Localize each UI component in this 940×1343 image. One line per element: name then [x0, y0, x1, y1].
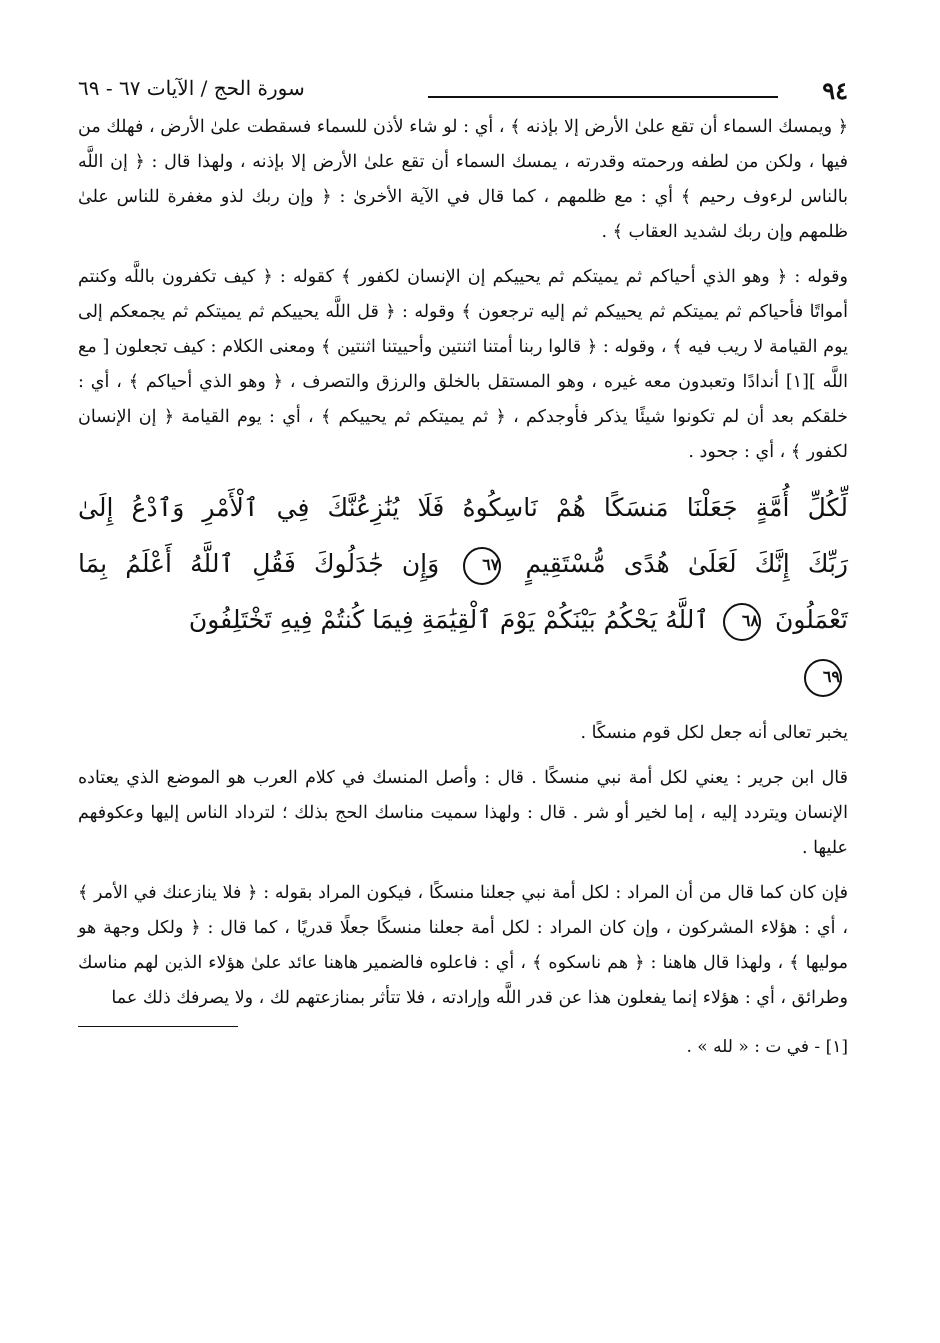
verse-line-4 — [78, 648, 848, 704]
running-title: سورة الحج / الآيات ٦٧ - ٦٩ — [78, 76, 305, 100]
verse-line-3 — [78, 592, 848, 648]
footnote-rule — [78, 1026, 238, 1027]
ayah-number-69: ٦٩ — [804, 659, 842, 697]
paragraph-4: قال ابن جرير : يعني لكل أمة نبي منسكًا . قال : وأصل المنسك في كلام العرب هو الموضع الذي يعتاده الإنسان ويتردد إليه ، إما لخير أو شر . قال : ولهذا سميت مناسك الحج بذلك ؛ لترداد الناس إليها وعكوفهم عليها . — [78, 768, 848, 858]
ayah-number-68: ٦٨ — [723, 603, 761, 641]
verse-line-2 — [78, 536, 848, 592]
paragraph-2: وقوله : ﴿ وهو الذي أحياكم ثم يميتكم ثم يحييكم إن الإنسان لكفور ﴾ كقوله : ﴿ كيف تكفرون باللَّه وكنتم أمواتًا فأحياكم ثم يميتكم ثم يحييكم ثم إليه ترجعون ﴾ وقوله : ﴿ قل اللَّه يحييكم ثم يميتكم ثم يجمعكم إلى يوم القيامة لا ريب فيه ﴾ ، وقوله : ﴿ قالوا ربنا أمتنا اثنتين وأحييتنا اثنتين ﴾ ومعنى الكلام : كيف تجعلون [ مع اللَّه ][١] أندادًا وتعبدون معه غيره ، وهو المستقل بالخلق والرزق والتصرف ، ﴿ وهو الذي أحياكم ﴾ ، أي : خلقكم بعد أن لم تكونوا شيئًا يذكر فأوجدكم ، ﴿ ثم يميتكم ثم يحييكم ﴾ ، أي : يوم القيامة ﴿ إن الإنسان لكفور ﴾ ، أي : جحود . — [78, 267, 848, 462]
footnote: [١] - في ت : « لله » . — [686, 1037, 848, 1057]
header-rule — [428, 96, 778, 98]
page-number: ٩٤ — [822, 76, 848, 105]
verse-text: رَبِّكَ إِنَّكَ لَعَلَىٰ هُدًى مُّسْتَقِيمٍ — [525, 549, 849, 578]
verse-text: لِّكُلِّ أُمَّةٍ جَعَلْنَا مَنسَكًا هُمْ نَاسِكُوهُ فَلَا يُنَٰزِعُنَّكَ فِي ٱلْأَمْرِ وَٱدْعُ إِلَىٰ — [78, 493, 848, 522]
verse-line-1 — [78, 480, 848, 536]
page-header — [78, 70, 848, 110]
paragraph-5: فإن كان كما قال من أن المراد : لكل أمة نبي جعلنا منسكًا ، فيكون المراد بقوله : ﴿ فلا ينازعنك في الأمر ﴾ ، أي : هؤلاء المشركون ، وإن كان المراد : لكل أمة جعلنا منسكًا جعلًا قدريًا ، كما قال : ﴿ ولكل وجهة هو موليها ﴾ ، ولهذا قال هاهنا : ﴿ هم ناسكوه ﴾ ، أي : فاعلوه فالضمير هاهنا عائد علىٰ هؤلاء الذين لهم مناسك وطرائق ، أي : هؤلاء إنما يفعلون هذا عن قدر اللَّه وإرادته ، فلا تتأثر بمنازعتهم لك ، ولا يصرفك ذلك عما — [78, 883, 848, 1008]
book-page — [78, 70, 848, 1057]
verse-text: تَعْمَلُونَ — [774, 605, 848, 634]
quran-verses — [78, 480, 848, 704]
paragraph-3: يخبر تعالى أنه جعل لكل قوم منسكًا . — [580, 723, 848, 743]
verse-text: وَإِن جَٰدَلُوكَ فَقُلِ ٱللَّهُ أَعْلَمُ بِمَا — [78, 549, 440, 578]
verse-text: ٱللَّهُ يَحْكُمُ بَيْنَكُمْ يَوْمَ ٱلْقِيَٰمَةِ فِيمَا كُنتُمْ فِيهِ تَخْتَلِفُونَ — [188, 605, 710, 634]
paragraph-1: ﴿ ويمسك السماء أن تقع علىٰ الأرض إلا بإذنه ﴾ ، أي : لو شاء لأذن للسماء فسقطت علىٰ الأرض ، فهلك من فيها ، ولكن من لطفه ورحمته وقدرته ، يمسك السماء أن تقع علىٰ الأرض إلا بإذنه ، ولهذا قال : ﴿ إن اللَّه بالناس لرءوف رحيم ﴾ أي : مع ظلمهم ، كما قال في الآية الأخرىٰ : ﴿ وإن ربك لذو مغفرة للناس علىٰ ظلمهم وإن ربك لشديد العقاب ﴾ . — [78, 117, 848, 242]
ayah-number-67: ٦٧ — [463, 547, 501, 585]
